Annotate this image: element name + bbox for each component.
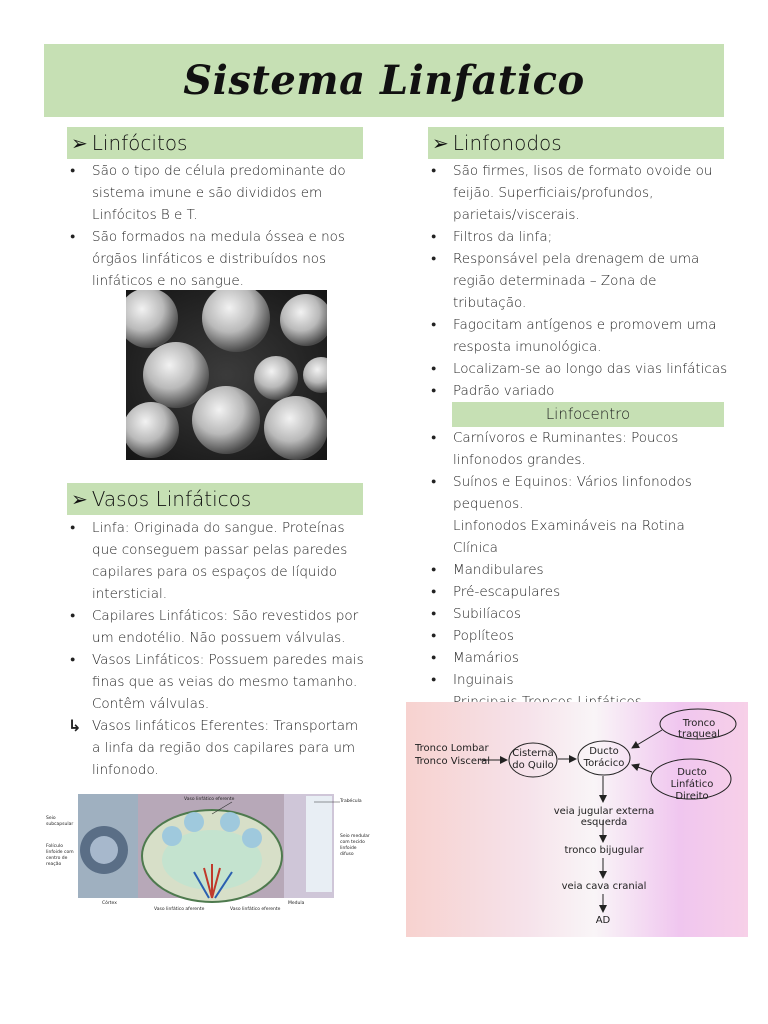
section-title-linfocitos: Linfócitos: [91, 131, 188, 155]
lymph-flow-diagram: [406, 702, 748, 937]
list-item: ● Pré-escapulares: [429, 581, 729, 603]
label-medula: Medula: [288, 901, 305, 906]
label-tronco-visceral: Tronco Visceral: [415, 756, 491, 767]
list-item: ● Padrão variado: [429, 380, 729, 402]
list-item: ● Capilares Linfáticos: São revestidos por um endotélio. Não possuem válvulas.: [68, 605, 368, 649]
subheader-linfocentro: Linfocentro: [452, 402, 724, 427]
label-ducto-linfatico: Ducto Linfático: [670, 767, 714, 790]
list-item: ● Fagocitam antígenos e promovem uma resposta imunológica.: [429, 314, 729, 358]
list-item: ● Subilíacos: [429, 603, 729, 625]
arrow-bullet-icon: ➢: [71, 487, 88, 511]
node-veia-cava: veia cava cranial: [561, 881, 647, 892]
list-item: ● Inguinais: [429, 669, 729, 691]
node-ad: AD: [595, 915, 611, 926]
label-cisterna: Cisterna: [512, 748, 554, 759]
linfocentro-list: [429, 427, 729, 713]
section-title-linfonodos: Linfonodos: [452, 131, 562, 155]
label-cortex: Córtex: [102, 901, 117, 906]
section-header-linfonodos: [428, 127, 724, 159]
vasos-list: [68, 517, 368, 781]
list-item: ● Mandibulares: [429, 559, 729, 581]
list-item: ● São o tipo de célula predominante do sistema imune e são divididos em Linfócitos B e T.: [68, 160, 368, 226]
node-tronco-bijugular: tronco bijugular: [564, 845, 644, 856]
label-direito: Direito: [675, 791, 709, 802]
label-vaso-eferente-top: Vaso linfático eferente: [184, 797, 235, 802]
label-vaso-aferente: Vaso linfático aferente: [154, 907, 205, 912]
node-cisterna: [509, 748, 557, 772]
section-header-vasos: [67, 483, 363, 515]
lymph-node-drawing: [44, 788, 370, 916]
lymph-node-illustration: [44, 788, 370, 916]
list-item: ● Suínos e Equinos: Vários linfonodos pequenos.: [429, 471, 729, 515]
list-item: ● Linfa: Originada do sangue. Proteínas que conseguem passar pelas paredes capilares para os espaços de líquido intersticial.: [68, 517, 368, 605]
section-header-linfocitos: [67, 127, 363, 159]
list-item: ● São firmes, lisos de formato ovoide ou feijão. Superficiais/profundos, parietais/viscerais.: [429, 160, 729, 226]
hook-item: [68, 715, 368, 781]
label-toracico: Torácico: [583, 758, 625, 769]
hook-text: Vasos linfáticos Eferentes: Transportam a linfa da região dos capilares para um linfonodo.: [92, 718, 359, 778]
list-item: ● Mamários: [429, 647, 729, 669]
label-tronco-lombar: Tronco Lombar: [415, 743, 489, 754]
label-do-quilo: do Quilo: [512, 760, 554, 771]
node-tronco-traqueal: Tronco traqueal: [678, 718, 720, 740]
list-item: ● Filtros da linfa;: [429, 226, 729, 248]
label-foliculo: Folículo linfoide com centro de reação: [46, 844, 74, 867]
node-tronco-lombar: [415, 742, 490, 768]
label-ducto: Ducto: [589, 746, 619, 757]
linfonodos-list: [429, 160, 729, 402]
arrow-bullet-icon: ➢: [432, 131, 449, 155]
label-seio-subcapsular: Seio subcapsular: [46, 816, 74, 827]
subheading-linfonodos-examinaveis: Linfonodos Examináveis na Rotina Clínica: [453, 518, 685, 556]
title-banner: [44, 44, 724, 117]
linfocitos-list: [68, 160, 368, 292]
label-vaso-eferente-bottom: Vaso linfático eferente: [230, 907, 281, 912]
node-ducto-direito: [656, 767, 728, 803]
label-trabecula: Trabécula: [340, 799, 362, 804]
section-title-vasos: Vasos Linfáticos: [91, 487, 252, 511]
lymphocyte-micrograph: [126, 290, 327, 460]
list-item: ● Responsável pela drenagem de uma região determinada – Zona de tributação.: [429, 248, 729, 314]
list-item: ● Localizam-se ao longo das vias linfáticas: [429, 358, 729, 380]
arrow-bullet-icon: ➢: [71, 131, 88, 155]
list-item: ● São formados na medula óssea e nos órgãos linfáticos e distribuídos nos linfáticos e no sangue.: [68, 226, 368, 292]
list-item: ● Carnívoros e Ruminantes: Poucos linfonodos grandes.: [429, 427, 729, 471]
page-title: Sistema Linfatico: [183, 57, 585, 104]
lymphocyte-micrograph-drawing: [126, 290, 327, 460]
node-veia-jugular: veia jugular externa esquerda: [553, 806, 655, 828]
label-seio-medular: Seio medular com tecido linfoide difuso: [340, 834, 370, 857]
node-ducto-toracico: [578, 746, 630, 770]
hook-arrow-icon: ↳: [68, 716, 82, 735]
list-item: ● Poplíteos: [429, 625, 729, 647]
list-item: ● Vasos Linfáticos: Possuem paredes mais finas que as veias do mesmo tamanho. Contêm válvulas.: [68, 649, 368, 715]
